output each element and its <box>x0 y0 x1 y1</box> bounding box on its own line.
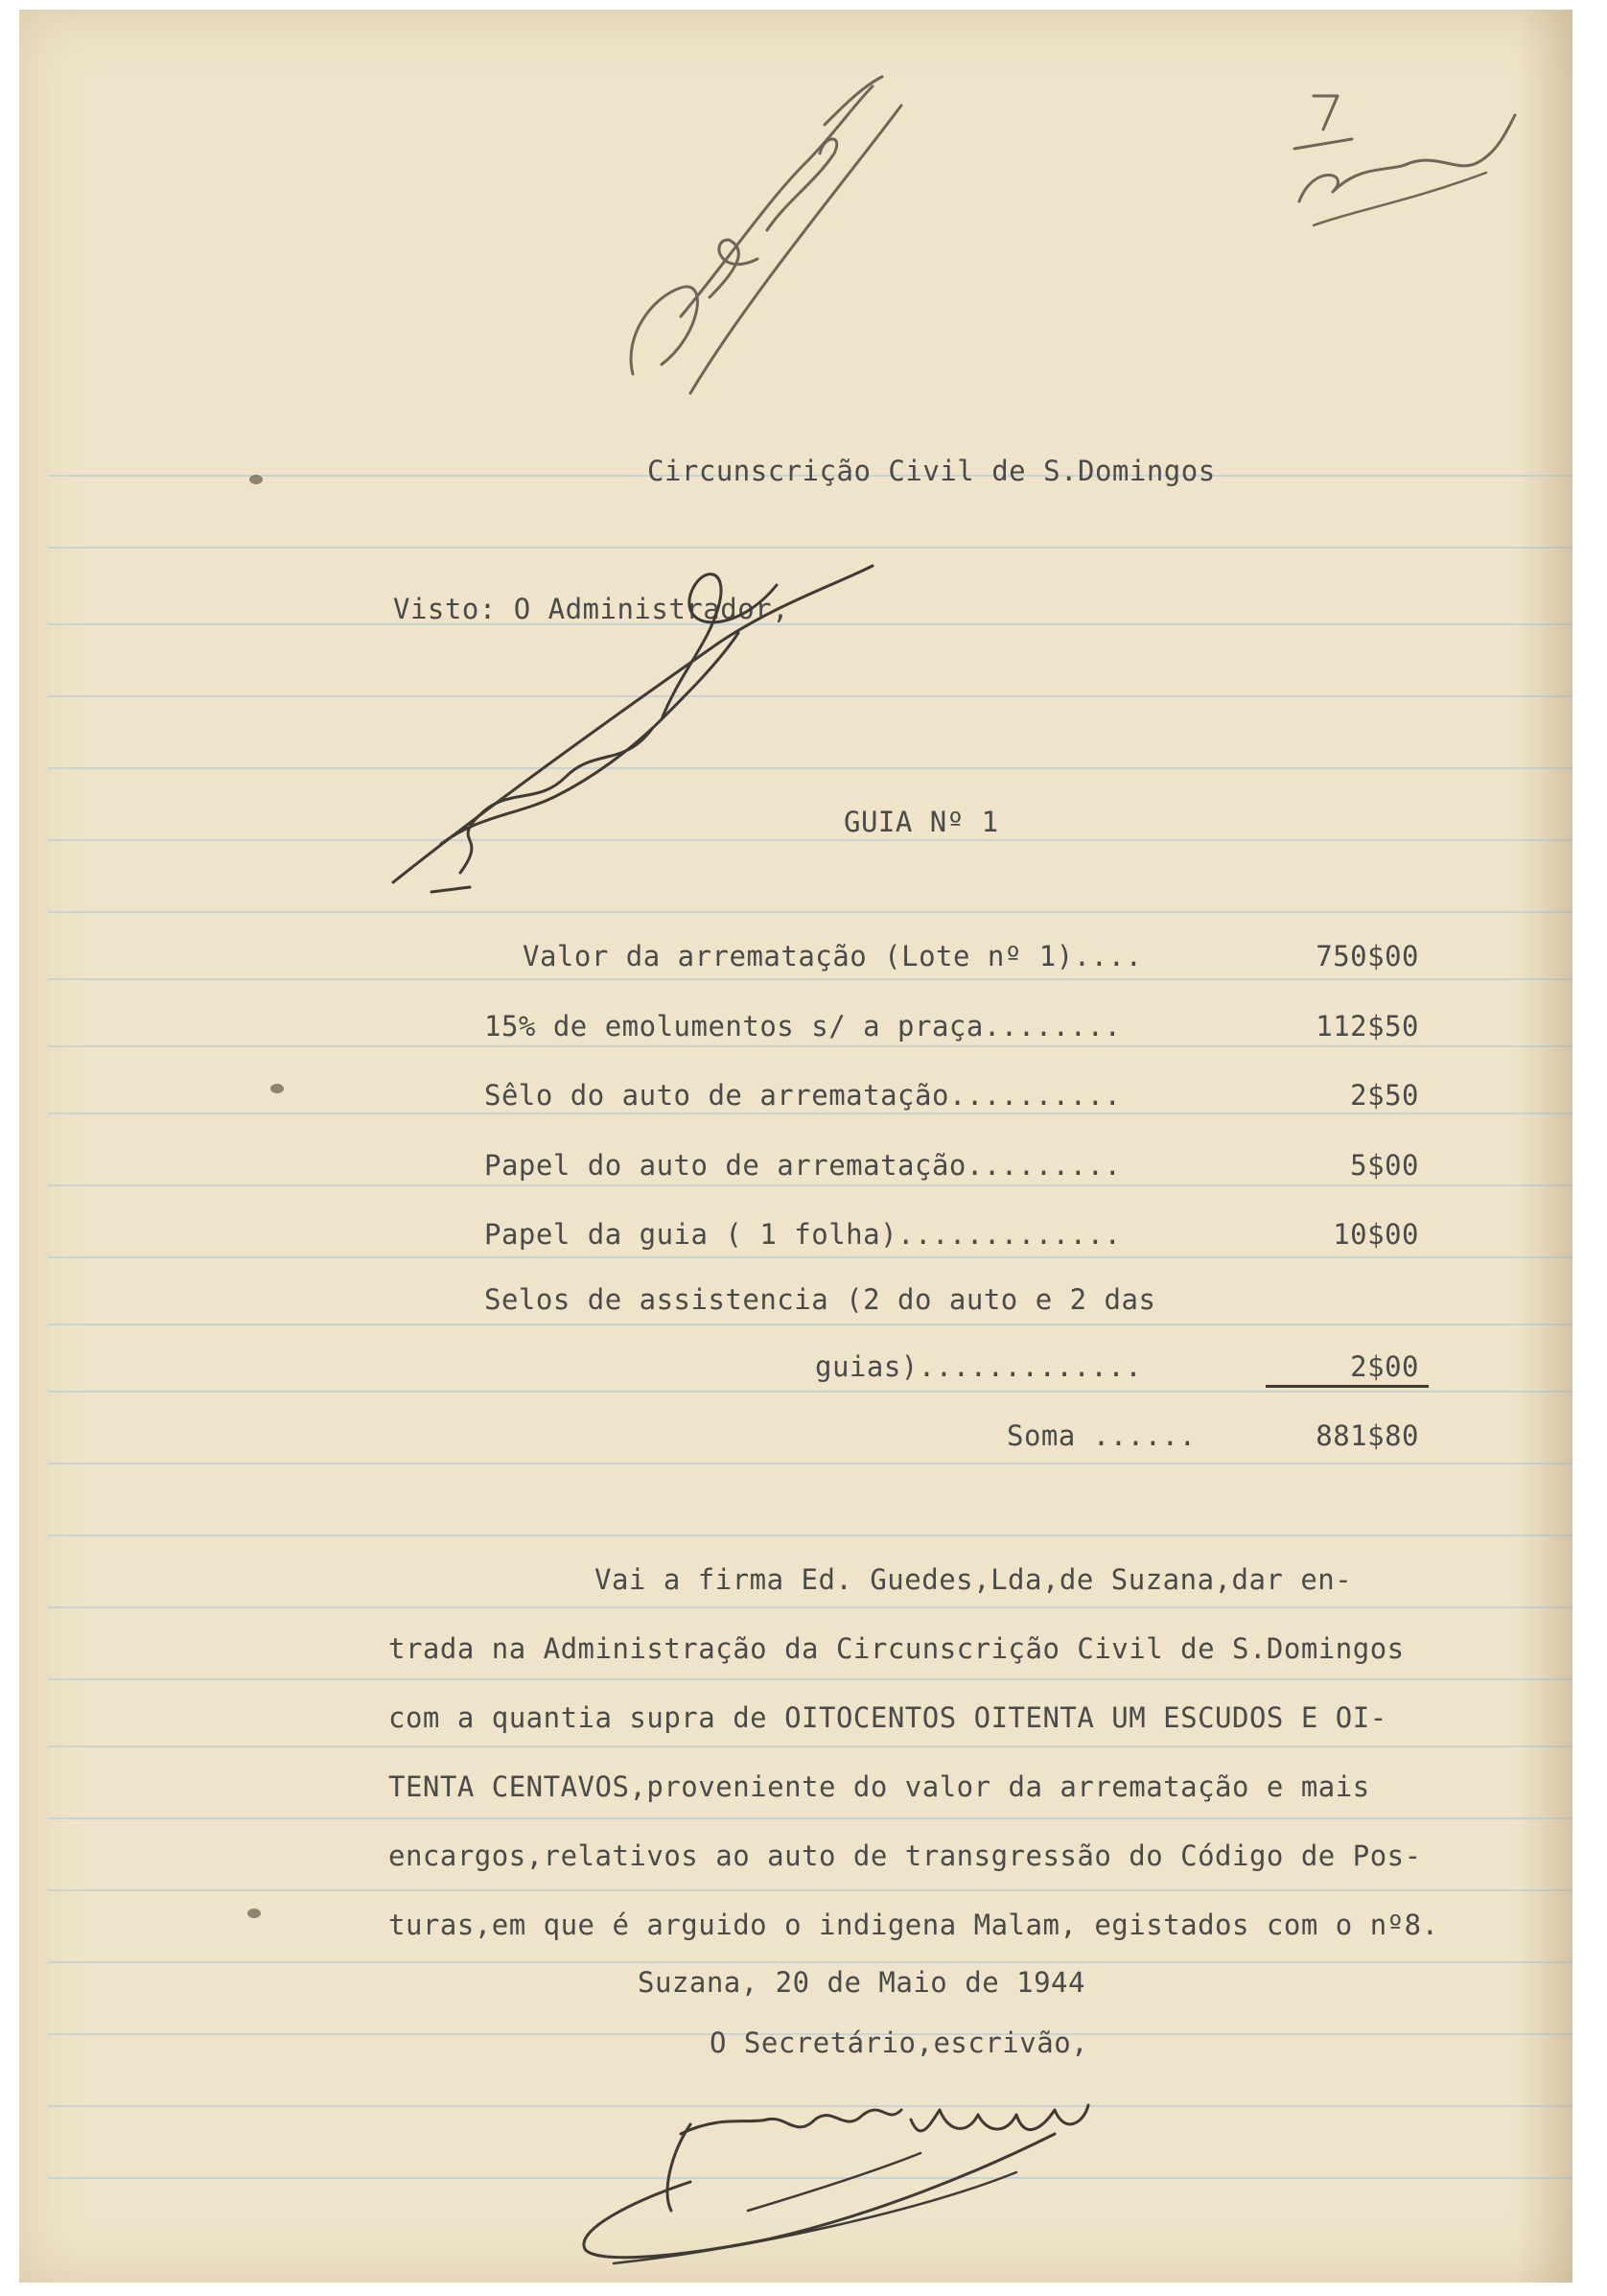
body-line: turas,em que é arguido o indigena Malam, egistados com o nº8. <box>388 1909 1439 1941</box>
item-label: Papel da guia ( 1 folha)............. <box>484 1218 1122 1251</box>
item-amount: 750$00 <box>1316 940 1419 972</box>
ruled-line <box>48 1463 1572 1464</box>
sum-underline <box>1266 1385 1429 1388</box>
body-line: Vai a firma Ed. Guedes,Lda,de Suzana,dar en- <box>594 1563 1353 1596</box>
body-line: encargos,relativos ao auto de transgressão do Código de Pos- <box>388 1839 1422 1872</box>
binding-hole <box>270 1084 284 1093</box>
secretary-signature <box>556 2067 1208 2268</box>
ruled-line <box>48 1889 1572 1891</box>
ruled-line <box>48 1961 1572 1963</box>
signatory-title: O Secretário,escrivão, <box>710 2027 1089 2059</box>
item-amount: 5$00 <box>1350 1149 1419 1182</box>
administrator-signature <box>374 527 892 902</box>
item-amount: 2$00 <box>1350 1350 1419 1383</box>
ruled-line <box>48 1745 1572 1747</box>
item-amount: 2$50 <box>1350 1079 1419 1112</box>
ruled-line <box>48 1535 1572 1536</box>
item-amount: 112$50 <box>1316 1010 1419 1043</box>
body-line: TENTA CENTAVOS,proveniente do valor da arrematação e mais <box>388 1770 1370 1803</box>
item-label: guias)............. <box>815 1350 1143 1383</box>
ruled-line <box>48 978 1572 980</box>
page-title: Circunscrição Civil de S.Domingos <box>647 455 1216 487</box>
ruled-line <box>48 911 1572 913</box>
body-line: com a quantia supra de OITOCENTOS OITENTA UM ESCUDOS E OI- <box>388 1701 1387 1734</box>
binding-hole <box>247 1909 261 1918</box>
place-date: Suzana, 20 de Maio de 1944 <box>638 1966 1085 1999</box>
ruled-line <box>48 1324 1572 1325</box>
item-amount: 10$00 <box>1333 1218 1419 1251</box>
ruled-line <box>48 1184 1572 1186</box>
document-page <box>19 10 1572 2283</box>
item-label: Valor da arrematação (Lote nº 1).... <box>523 940 1143 972</box>
item-label: Sêlo do auto de arrematação.......... <box>484 1079 1122 1112</box>
item-label: 15% de emolumentos s/ a praça........ <box>484 1010 1122 1043</box>
ruled-line <box>48 1391 1572 1393</box>
ruled-line <box>48 1045 1572 1047</box>
ruled-line <box>48 1817 1572 1819</box>
guia-number: GUIA Nº 1 <box>844 806 999 838</box>
item-label: Papel do auto de arrematação......... <box>484 1149 1122 1182</box>
visto-line: Visto: O Administrador, <box>393 593 790 625</box>
folio-number-handwriting <box>1294 58 1544 249</box>
body-line: trada na Administração da Circunscrição Civil de S.Domingos <box>388 1632 1405 1665</box>
item-label: Selos de assistencia (2 do auto e 2 das <box>484 1283 1156 1316</box>
deferido-handwriting <box>594 48 920 412</box>
ruled-line <box>48 1606 1572 1608</box>
ruled-line <box>48 1113 1572 1114</box>
total-amount: 881$80 <box>1316 1419 1419 1452</box>
binding-hole <box>249 475 263 484</box>
total-label: Soma ...... <box>1007 1419 1197 1452</box>
ruled-line <box>48 1256 1572 1258</box>
ruled-line <box>48 1678 1572 1680</box>
